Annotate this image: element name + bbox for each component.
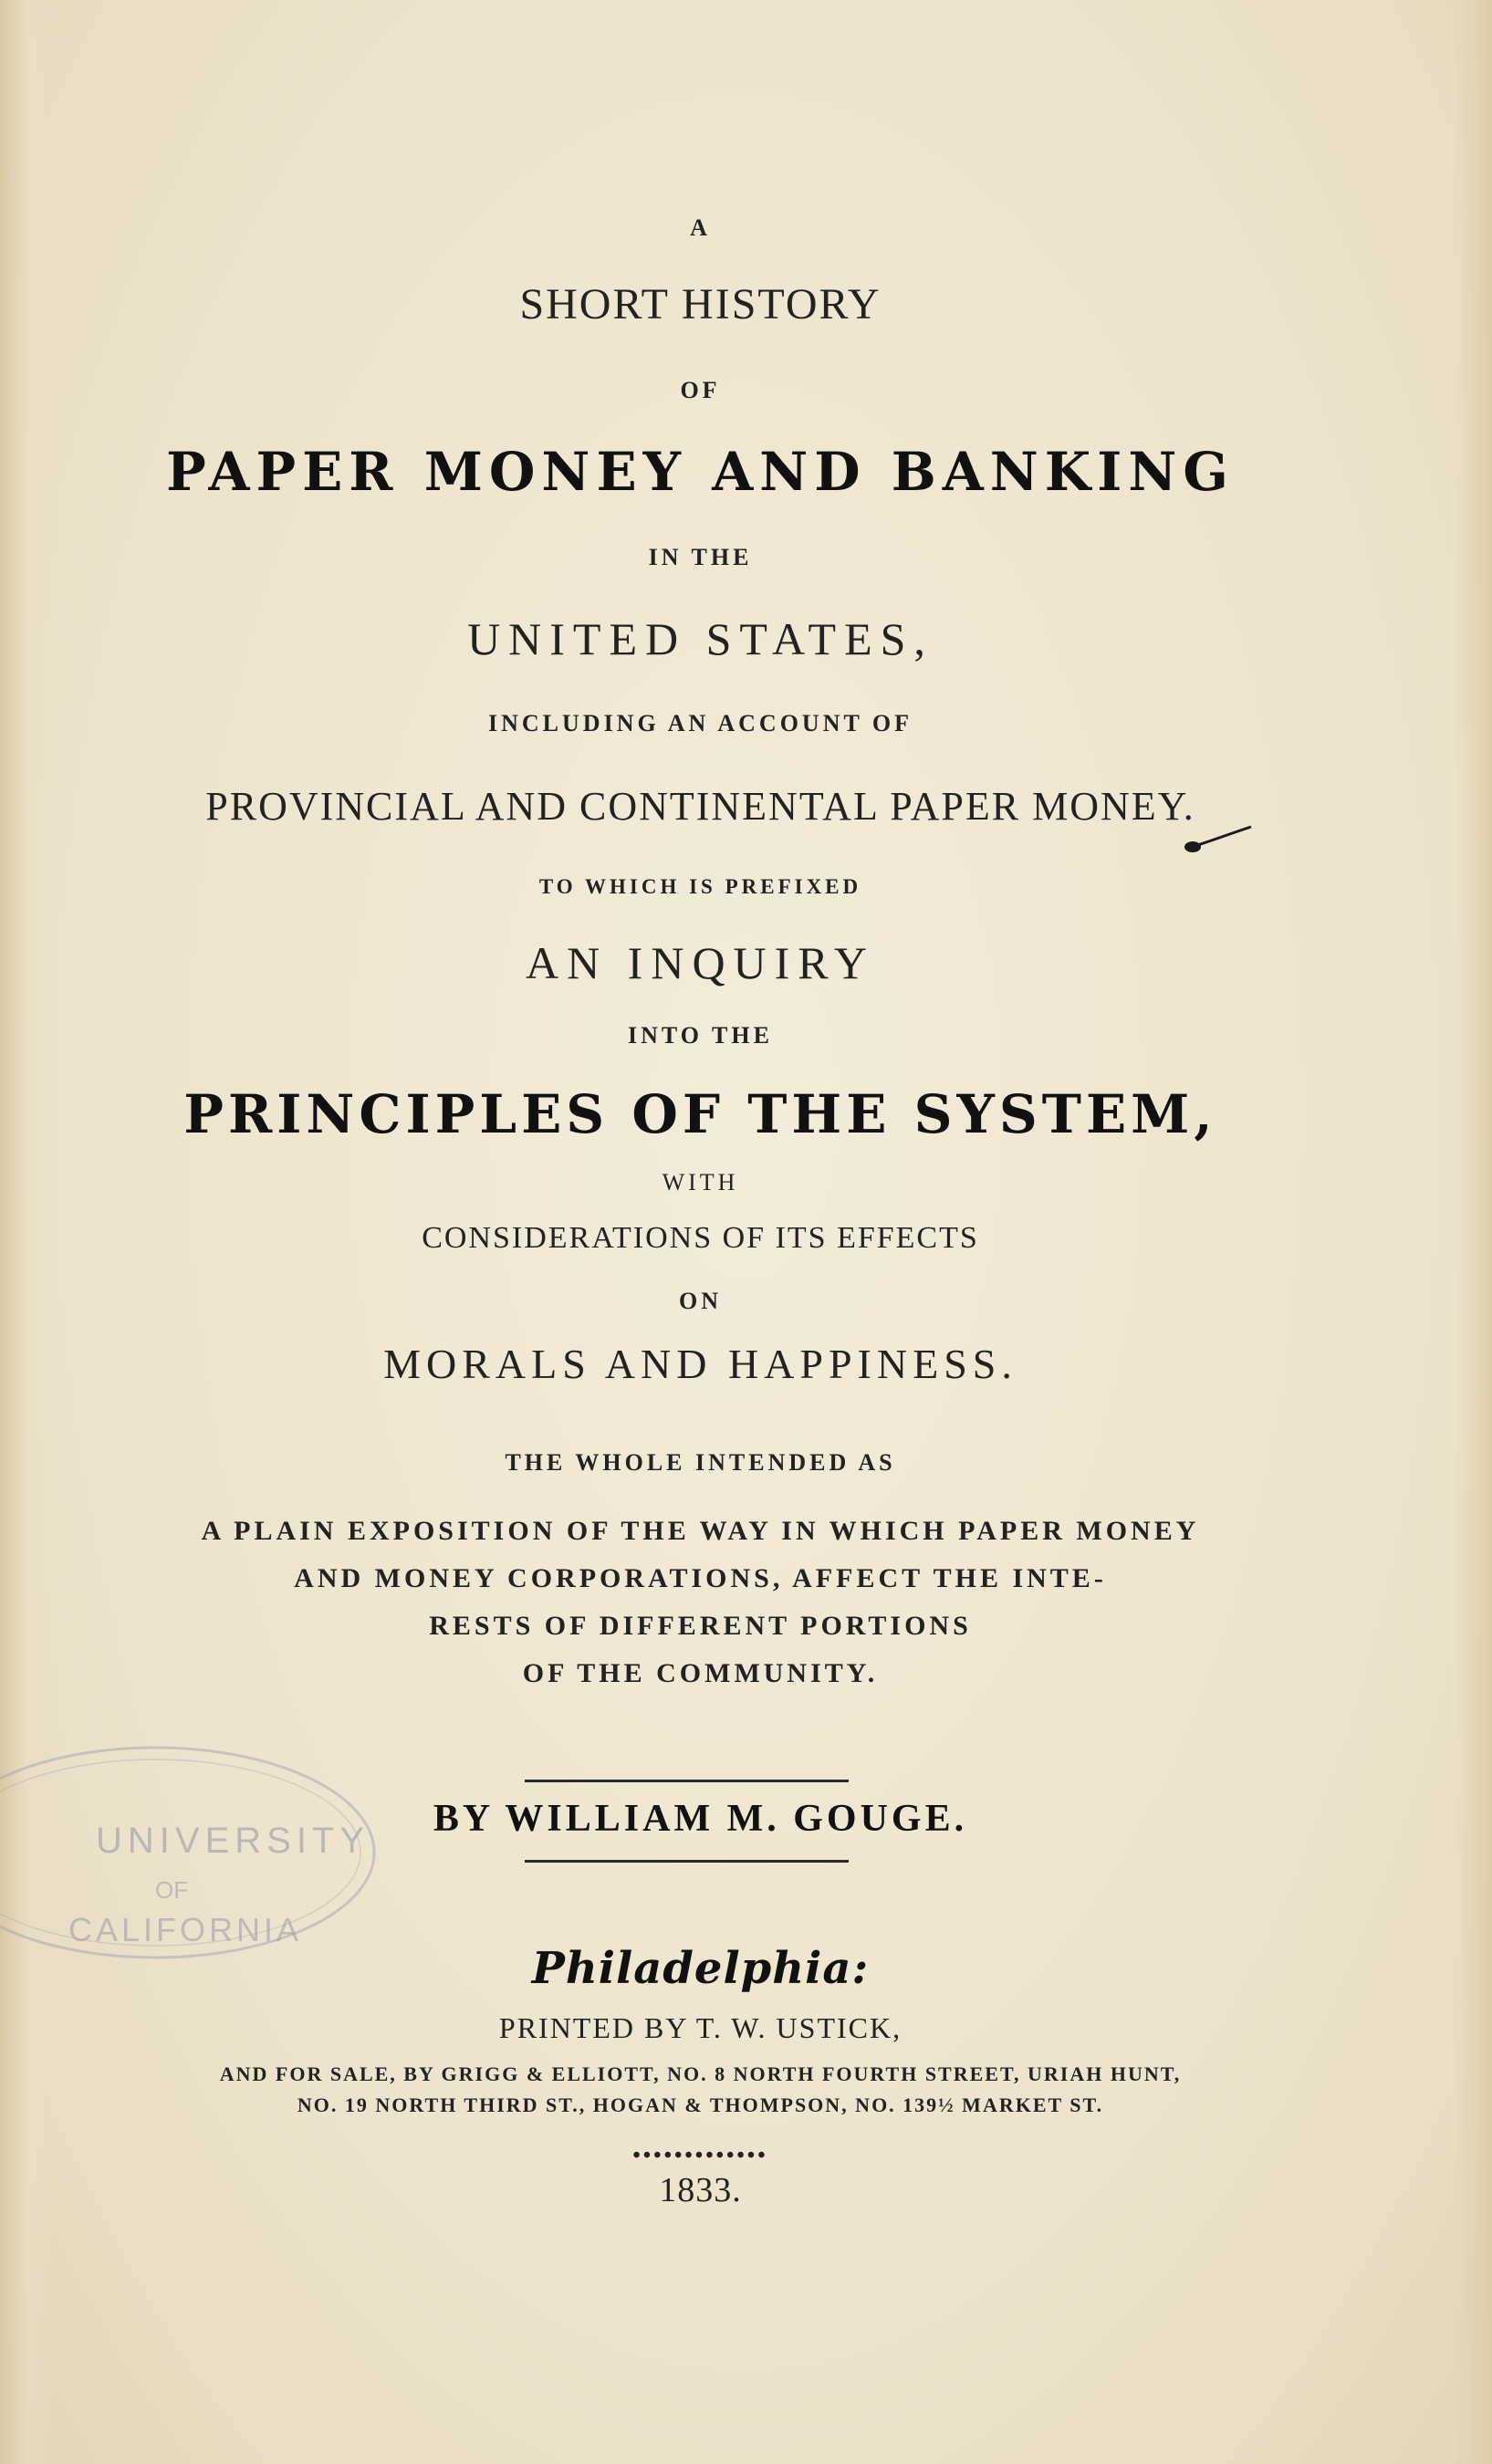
whole-intended-line: THE WHOLE INTENDED AS: [505, 1449, 896, 1476]
exposition-line-3: RESTS OF DIFFERENT PORTIONS: [429, 1611, 972, 1641]
including-line: INCLUDING AN ACCOUNT OF: [488, 710, 913, 736]
provincial-line: PROVINCIAL AND CONTINENTAL PAPER MONEY.: [205, 784, 1195, 829]
stamp-text-upper: UNIVERSITY: [96, 1821, 370, 1861]
on-connector: ON: [679, 1288, 722, 1314]
printer-line: PRINTED BY T. W. USTICK,: [498, 2011, 903, 2044]
principles-heading: PRINCIPLES OF THE SYSTEM,: [183, 1083, 1217, 1145]
byline: BY WILLIAM M. GOUGE.: [433, 1798, 968, 1840]
publication-year: 1833.: [659, 2171, 742, 2209]
short-history-heading: SHORT HISTORY: [519, 280, 882, 329]
with-connector: WITH: [662, 1169, 739, 1195]
sale-line-2: NO. 19 NORTH THIRD ST., HOGAN & THOMPSON, NO. 139½ MARKET ST.: [297, 2093, 1104, 2116]
pen-tick-icon: [1182, 821, 1255, 858]
ornament-dots: •••••••••••••: [632, 2144, 768, 2167]
inquiry-heading: AN INQUIRY: [525, 937, 876, 988]
main-title: PAPER MONEY AND BANKING: [166, 441, 1235, 503]
stamp-text-of: OF: [155, 1876, 189, 1904]
place-of-publication: Philadelphia:: [531, 1943, 870, 1994]
morals-heading: MORALS AND HAPPINESS.: [383, 1341, 1017, 1387]
article-a: A: [690, 214, 711, 241]
exposition-line-2: AND MONEY CORPORATIONS, AFFECT THE INTE-: [294, 1563, 1107, 1593]
rule-below-byline: [525, 1860, 849, 1863]
rule-above-byline: [525, 1780, 849, 1782]
considerations-line: CONSIDERATIONS OF ITS EFFECTS: [422, 1221, 979, 1255]
united-states-heading: UNITED STATES,: [467, 613, 934, 664]
into-the-connector: INTO THE: [628, 1022, 773, 1049]
library-stamp-icon: [0, 1729, 383, 1976]
in-the-connector: IN THE: [648, 544, 753, 570]
stamp-text-lower: CALIFORNIA: [68, 1911, 303, 1948]
sale-line-1: AND FOR SALE, BY GRIGG & ELLIOTT, NO. 8 NORTH FOURTH STREET, URIAH HUNT,: [219, 2062, 1182, 2085]
prefixed-line: TO WHICH IS PREFIXED: [538, 875, 862, 898]
exposition-line-4: OF THE COMMUNITY.: [522, 1658, 879, 1688]
of-connector: OF: [680, 377, 721, 403]
exposition-line-1: A PLAIN EXPOSITION OF THE WAY IN WHICH PAPER MONEY: [201, 1516, 1200, 1546]
